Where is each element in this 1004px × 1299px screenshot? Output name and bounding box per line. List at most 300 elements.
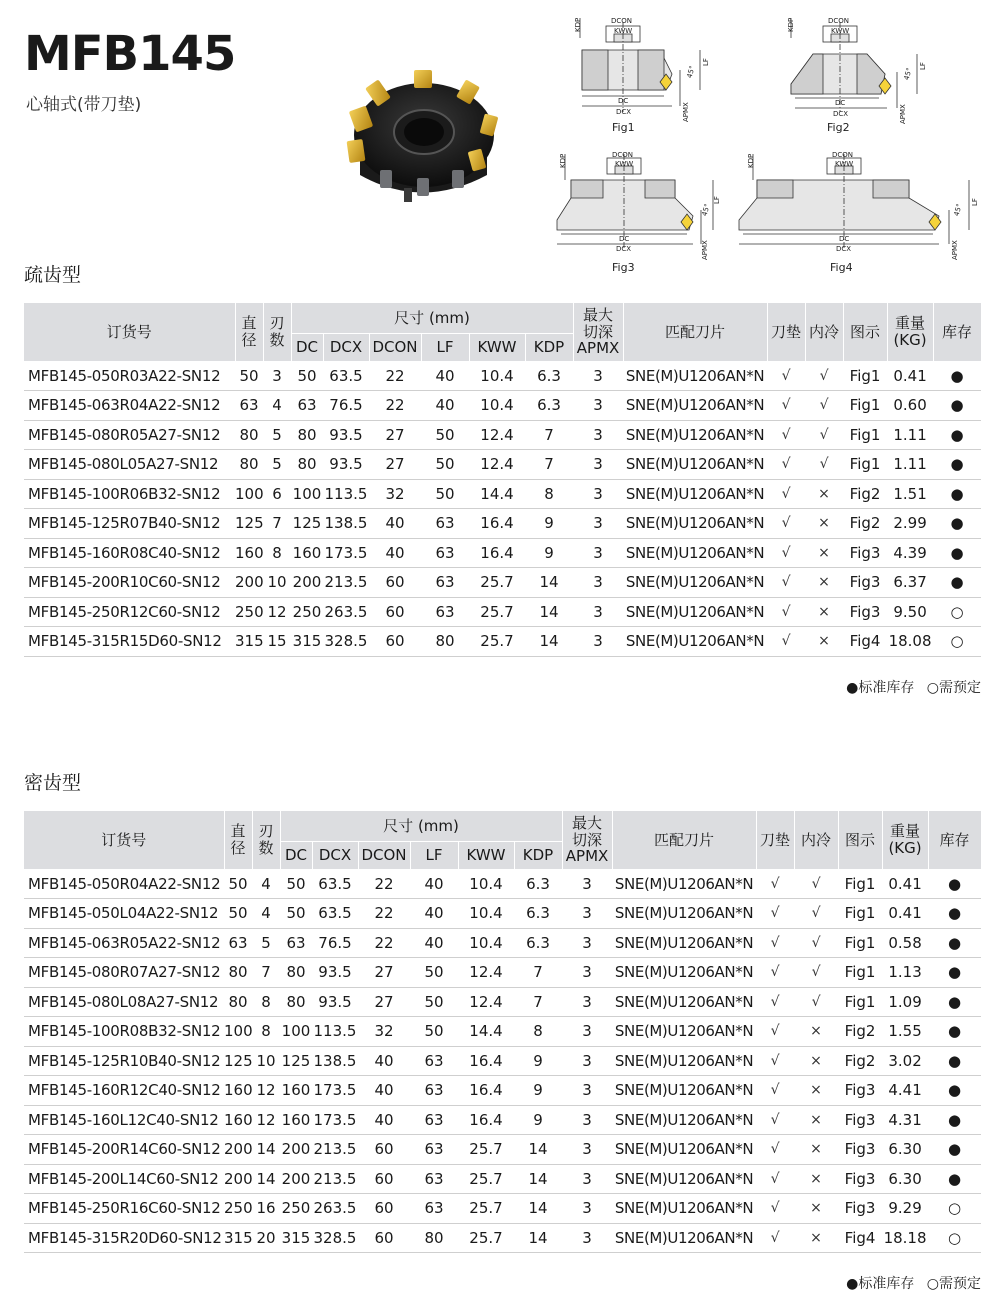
header-diameter: 直 径: [224, 811, 252, 869]
table-row: [24, 1164, 981, 1194]
cell-figure: Fig1: [843, 420, 887, 450]
cell-lf: 63: [410, 1105, 458, 1135]
cell-dcx: 63.5: [312, 899, 358, 929]
header-kdp: KDP: [525, 333, 573, 361]
cell-dc: 80: [280, 987, 312, 1017]
cell-figure: Fig1: [838, 869, 882, 899]
header-apmx: 最大 切深 APMX: [562, 811, 612, 869]
cell-diameter: 125: [224, 1046, 252, 1076]
cell-lf: 50: [410, 1017, 458, 1047]
cell-lf: 80: [421, 627, 469, 657]
cell-order-code: MFB145-315R20D60-SN12: [24, 1223, 224, 1253]
cell-dc: 200: [280, 1135, 312, 1165]
cell-figure: Fig1: [843, 361, 887, 391]
cell-lf: 63: [410, 1135, 458, 1165]
cell-teeth: 12: [263, 597, 291, 627]
cell-apmx: 3: [562, 958, 612, 988]
fig2-kww-label: KWW: [831, 27, 850, 35]
header-order: 订货号: [24, 811, 224, 869]
spec-table-sparse: [24, 303, 982, 657]
cell-order-code: MFB145-250R16C60-SN12: [24, 1194, 224, 1224]
cell-dcx: 63.5: [323, 361, 369, 391]
cell-stock: ●: [933, 568, 981, 598]
cell-coolant: √: [805, 450, 843, 480]
product-title: MFB145: [24, 26, 236, 82]
header-kdp: KDP: [514, 841, 562, 869]
cell-teeth: 6: [263, 479, 291, 509]
fig1-dc-label: DC: [618, 97, 629, 105]
cell-dcon: 60: [358, 1164, 410, 1194]
cell-kww: 16.4: [458, 1105, 514, 1135]
table-row: [24, 899, 981, 929]
table-row: [24, 1017, 981, 1047]
cell-stock: ●: [928, 928, 981, 958]
cell-order-code: MFB145-080L05A27-SN12: [24, 450, 235, 480]
header-dimensions: 尺寸 (mm): [291, 303, 573, 333]
cell-apmx: 3: [573, 627, 623, 657]
cell-order-code: MFB145-160L12C40-SN12: [24, 1105, 224, 1135]
cell-kdp: 8: [514, 1017, 562, 1047]
cell-kww: 12.4: [458, 987, 514, 1017]
cell-shim: √: [756, 987, 794, 1017]
cell-teeth: 10: [263, 568, 291, 598]
cell-dcon: 22: [369, 391, 421, 421]
cell-kww: 25.7: [469, 627, 525, 657]
cell-dcx: 263.5: [323, 597, 369, 627]
cell-stock: ●: [928, 987, 981, 1017]
cell-shim: √: [756, 958, 794, 988]
cell-order-code: MFB145-063R04A22-SN12: [24, 391, 235, 421]
cell-lf: 40: [421, 391, 469, 421]
cell-apmx: 3: [562, 1076, 612, 1106]
cell-weight: 1.11: [887, 450, 933, 480]
table-row: [24, 1046, 981, 1076]
cell-diameter: 315: [235, 627, 263, 657]
cell-kww: 10.4: [458, 899, 514, 929]
table-row: [24, 627, 981, 657]
cell-apmx: 3: [562, 1105, 612, 1135]
fig2-angle-label: 45°: [902, 66, 914, 81]
cell-figure: Fig3: [838, 1076, 882, 1106]
cell-kww: 25.7: [458, 1223, 514, 1253]
table-row: [24, 450, 981, 480]
cell-dcon: 32: [369, 479, 421, 509]
cell-dcx: 113.5: [323, 479, 369, 509]
cell-order-code: MFB145-050R03A22-SN12: [24, 361, 235, 391]
header-weight: 重量 (KG): [887, 303, 933, 361]
cell-lf: 40: [410, 928, 458, 958]
cell-apmx: 3: [562, 869, 612, 899]
cell-dcon: 60: [369, 597, 421, 627]
cell-coolant: √: [805, 361, 843, 391]
cell-coolant: √: [794, 928, 838, 958]
fig3-dcx-label: DCX: [616, 245, 632, 253]
cell-figure: Fig1: [838, 987, 882, 1017]
cell-dcon: 27: [369, 450, 421, 480]
cell-stock: ●: [928, 1164, 981, 1194]
cell-coolant: ×: [794, 1105, 838, 1135]
cell-kww: 12.4: [469, 420, 525, 450]
fig1-kdp-label: KDP: [574, 17, 582, 32]
table-row: [24, 958, 981, 988]
cell-diameter: 80: [224, 958, 252, 988]
header-kww: KWW: [458, 841, 514, 869]
cell-insert: SNE(M)U1206AN*N: [623, 450, 767, 480]
cell-kdp: 14: [525, 597, 573, 627]
cell-lf: 63: [421, 597, 469, 627]
cell-dc: 160: [280, 1105, 312, 1135]
cell-kww: 16.4: [469, 538, 525, 568]
cell-figure: Fig2: [838, 1046, 882, 1076]
cell-order-code: MFB145-200R10C60-SN12: [24, 568, 235, 598]
cell-lf: 50: [410, 987, 458, 1017]
cell-order-code: MFB145-080R05A27-SN12: [24, 420, 235, 450]
cell-kww: 25.7: [458, 1164, 514, 1194]
fig4-dcon-label: DCON: [832, 151, 854, 159]
cell-shim: √: [756, 899, 794, 929]
cell-teeth: 20: [252, 1223, 280, 1253]
cell-coolant: ×: [805, 597, 843, 627]
fig3-caption: Fig3: [612, 261, 635, 274]
fig1-lf-label: LF: [702, 58, 710, 66]
cell-dcx: 173.5: [312, 1076, 358, 1106]
cell-order-code: MFB145-100R06B32-SN12: [24, 479, 235, 509]
cell-stock: ●: [928, 869, 981, 899]
cell-apmx: 3: [562, 899, 612, 929]
cell-shim: √: [756, 1017, 794, 1047]
cell-shim: √: [756, 1164, 794, 1194]
table-body: [24, 361, 981, 656]
header-insert: 匹配刀片: [612, 811, 756, 869]
cell-stock: ●: [928, 899, 981, 929]
cell-coolant: √: [805, 420, 843, 450]
cell-coolant: ×: [805, 479, 843, 509]
cell-diameter: 200: [224, 1135, 252, 1165]
cell-figure: Fig1: [838, 928, 882, 958]
cell-insert: SNE(M)U1206AN*N: [623, 597, 767, 627]
header-diameter: 直 径: [235, 303, 263, 361]
cell-insert: SNE(M)U1206AN*N: [612, 928, 756, 958]
cell-weight: 1.11: [887, 420, 933, 450]
cell-coolant: ×: [794, 1223, 838, 1253]
cell-lf: 63: [410, 1076, 458, 1106]
header-stock: 库存: [933, 303, 981, 361]
fig4-apmx-label: APMX: [951, 240, 959, 260]
header-figure: 图示: [838, 811, 882, 869]
cell-dcon: 60: [369, 568, 421, 598]
cell-insert: SNE(M)U1206AN*N: [623, 391, 767, 421]
diagram-fig4: [733, 150, 978, 276]
cell-teeth: 15: [263, 627, 291, 657]
cell-kww: 10.4: [469, 391, 525, 421]
cell-dcon: 27: [369, 420, 421, 450]
cell-kww: 25.7: [469, 568, 525, 598]
cell-apmx: 3: [562, 1223, 612, 1253]
cell-figure: Fig3: [838, 1105, 882, 1135]
table-row: [24, 391, 981, 421]
cell-coolant: ×: [805, 509, 843, 539]
cell-stock: ●: [928, 1076, 981, 1106]
fig1-kww-label: KWW: [614, 27, 633, 35]
header-stock: 库存: [928, 811, 981, 869]
cell-dc: 200: [280, 1164, 312, 1194]
cell-shim: √: [756, 1076, 794, 1106]
cell-weight: 0.41: [882, 899, 928, 929]
cell-insert: SNE(M)U1206AN*N: [623, 479, 767, 509]
table-row: [24, 1105, 981, 1135]
cell-stock: ●: [928, 1017, 981, 1047]
cell-coolant: ×: [805, 538, 843, 568]
cell-stock: ●: [928, 1135, 981, 1165]
header-apmx: 最大 切深 APMX: [573, 303, 623, 361]
cell-insert: SNE(M)U1206AN*N: [623, 538, 767, 568]
cell-kww: 14.4: [469, 479, 525, 509]
cell-diameter: 315: [224, 1223, 252, 1253]
cell-dcon: 60: [358, 1135, 410, 1165]
diagram-fig1: [568, 14, 728, 138]
cell-dc: 80: [280, 958, 312, 988]
cell-kww: 25.7: [458, 1135, 514, 1165]
cell-insert: SNE(M)U1206AN*N: [623, 627, 767, 657]
cell-dcon: 22: [358, 899, 410, 929]
cell-kdp: 9: [525, 509, 573, 539]
header-dcon: DCON: [369, 333, 421, 361]
cell-insert: SNE(M)U1206AN*N: [612, 899, 756, 929]
cell-insert: SNE(M)U1206AN*N: [612, 1076, 756, 1106]
cell-stock: ●: [933, 450, 981, 480]
table-body: [24, 869, 981, 1253]
cell-stock: ●: [933, 509, 981, 539]
cell-lf: 50: [410, 958, 458, 988]
cell-shim: √: [756, 1046, 794, 1076]
fig3-angle-label: 45°: [700, 202, 712, 217]
cell-insert: SNE(M)U1206AN*N: [612, 1164, 756, 1194]
cell-stock: ○: [933, 597, 981, 627]
cell-insert: SNE(M)U1206AN*N: [612, 1017, 756, 1047]
cell-kww: 12.4: [458, 958, 514, 988]
cell-kww: 12.4: [469, 450, 525, 480]
cell-kww: 25.7: [469, 597, 525, 627]
cell-kdp: 6.3: [525, 391, 573, 421]
cell-kdp: 14: [514, 1164, 562, 1194]
cell-lf: 50: [421, 450, 469, 480]
cell-coolant: √: [794, 958, 838, 988]
cell-figure: Fig3: [843, 538, 887, 568]
cell-diameter: 250: [224, 1194, 252, 1224]
cell-dcx: 138.5: [323, 509, 369, 539]
cell-figure: Fig1: [838, 899, 882, 929]
cell-order-code: MFB145-063R05A22-SN12: [24, 928, 224, 958]
fig1-caption: Fig1: [612, 121, 635, 134]
cell-order-code: MFB145-315R15D60-SN12: [24, 627, 235, 657]
cell-insert: SNE(M)U1206AN*N: [612, 1046, 756, 1076]
cell-figure: Fig3: [843, 568, 887, 598]
cell-apmx: 3: [562, 928, 612, 958]
cell-insert: SNE(M)U1206AN*N: [612, 987, 756, 1017]
cell-order-code: MFB145-050R04A22-SN12: [24, 869, 224, 899]
header-coolant: 内冷: [794, 811, 838, 869]
cell-teeth: 14: [252, 1135, 280, 1165]
fig4-caption: Fig4: [830, 261, 853, 274]
cell-weight: 6.30: [882, 1164, 928, 1194]
cell-kdp: 14: [514, 1223, 562, 1253]
cell-teeth: 8: [252, 987, 280, 1017]
cell-kdp: 14: [525, 627, 573, 657]
cell-figure: Fig3: [838, 1164, 882, 1194]
cell-weight: 1.51: [887, 479, 933, 509]
cell-kww: 10.4: [458, 869, 514, 899]
fig1-dcx-label: DCX: [616, 108, 632, 116]
fig3-kww-label: KWW: [615, 160, 634, 168]
cell-lf: 40: [410, 869, 458, 899]
cell-weight: 1.09: [882, 987, 928, 1017]
legend-preorder: ○需预定: [926, 1276, 981, 1292]
cell-teeth: 4: [263, 391, 291, 421]
cell-stock: ●: [933, 479, 981, 509]
fig4-dc-label: DC: [839, 235, 850, 243]
fig2-dc-label: DC: [835, 99, 846, 107]
cell-shim: √: [756, 869, 794, 899]
table-row: [24, 928, 981, 958]
cell-figure: Fig3: [838, 1135, 882, 1165]
cell-dcon: 22: [358, 928, 410, 958]
cell-dc: 200: [291, 568, 323, 598]
header-shim: 刀垫: [756, 811, 794, 869]
cell-kdp: 9: [514, 1076, 562, 1106]
cell-kdp: 8: [525, 479, 573, 509]
cell-kdp: 7: [525, 450, 573, 480]
cell-dcx: 93.5: [312, 958, 358, 988]
cell-dc: 250: [291, 597, 323, 627]
cell-shim: √: [767, 450, 805, 480]
cell-figure: Fig2: [838, 1017, 882, 1047]
fig2-dcon-label: DCON: [828, 17, 850, 25]
header-dc: DC: [280, 841, 312, 869]
fig2-lf-label: LF: [919, 62, 927, 70]
cell-dc: 50: [280, 899, 312, 929]
cell-dcx: 93.5: [312, 987, 358, 1017]
cell-dc: 80: [291, 420, 323, 450]
cell-diameter: 80: [235, 450, 263, 480]
cell-kww: 10.4: [458, 928, 514, 958]
cell-insert: SNE(M)U1206AN*N: [612, 1105, 756, 1135]
cell-apmx: 3: [562, 1135, 612, 1165]
cell-dcon: 22: [369, 361, 421, 391]
cell-dcx: 76.5: [323, 391, 369, 421]
cell-lf: 63: [421, 509, 469, 539]
table-row: [24, 597, 981, 627]
cell-apmx: 3: [573, 420, 623, 450]
cell-dcon: 40: [369, 509, 421, 539]
cell-stock: ●: [928, 1046, 981, 1076]
table-row: [24, 420, 981, 450]
cell-diameter: 160: [224, 1076, 252, 1106]
fig3-kdp-label: KDP: [559, 153, 567, 168]
cell-order-code: MFB145-080L08A27-SN12: [24, 987, 224, 1017]
header-coolant: 内冷: [805, 303, 843, 361]
cell-kdp: 7: [525, 420, 573, 450]
cell-insert: SNE(M)U1206AN*N: [623, 509, 767, 539]
table-row: [24, 1076, 981, 1106]
legend-preorder: ○需预定: [926, 680, 981, 696]
cell-diameter: 200: [235, 568, 263, 598]
cell-kdp: 14: [525, 568, 573, 598]
cell-order-code: MFB145-100R08B32-SN12: [24, 1017, 224, 1047]
cell-order-code: MFB145-080R07A27-SN12: [24, 958, 224, 988]
cell-dcx: 328.5: [323, 627, 369, 657]
cell-kdp: 6.3: [514, 899, 562, 929]
cell-apmx: 3: [573, 538, 623, 568]
cell-lf: 63: [410, 1164, 458, 1194]
cell-lf: 40: [410, 899, 458, 929]
cell-teeth: 14: [252, 1164, 280, 1194]
cell-dc: 100: [291, 479, 323, 509]
cell-stock: ○: [933, 627, 981, 657]
cell-kdp: 9: [514, 1046, 562, 1076]
cell-dc: 315: [280, 1223, 312, 1253]
cell-diameter: 100: [235, 479, 263, 509]
cell-diameter: 160: [235, 538, 263, 568]
cell-apmx: 3: [562, 1017, 612, 1047]
header-order: 订货号: [24, 303, 235, 361]
cell-teeth: 4: [252, 899, 280, 929]
cell-dcx: 213.5: [312, 1164, 358, 1194]
cell-kww: 10.4: [469, 361, 525, 391]
cell-stock: ○: [928, 1194, 981, 1224]
cell-teeth: 4: [252, 869, 280, 899]
cell-dcx: 63.5: [312, 869, 358, 899]
cell-teeth: 12: [252, 1105, 280, 1135]
cell-apmx: 3: [562, 987, 612, 1017]
cell-stock: ○: [928, 1223, 981, 1253]
cell-weight: 0.41: [887, 361, 933, 391]
header-figure: 图示: [843, 303, 887, 361]
cell-weight: 0.60: [887, 391, 933, 421]
cell-teeth: 8: [263, 538, 291, 568]
cell-weight: 3.02: [882, 1046, 928, 1076]
cell-lf: 50: [421, 420, 469, 450]
cell-kdp: 6.3: [514, 928, 562, 958]
cell-kdp: 9: [514, 1105, 562, 1135]
cell-diameter: 100: [224, 1017, 252, 1047]
cell-kdp: 7: [514, 987, 562, 1017]
cell-weight: 4.39: [887, 538, 933, 568]
cell-kdp: 7: [514, 958, 562, 988]
cell-insert: SNE(M)U1206AN*N: [623, 568, 767, 598]
cell-lf: 63: [410, 1046, 458, 1076]
cell-teeth: 16: [252, 1194, 280, 1224]
cell-dc: 63: [280, 928, 312, 958]
cell-dcx: 263.5: [312, 1194, 358, 1224]
cell-dc: 315: [291, 627, 323, 657]
fig1-dcon-label: DCON: [611, 17, 633, 25]
cell-insert: SNE(M)U1206AN*N: [612, 869, 756, 899]
cell-kww: 14.4: [458, 1017, 514, 1047]
cell-shim: √: [767, 361, 805, 391]
cell-dcon: 60: [369, 627, 421, 657]
cell-weight: 6.37: [887, 568, 933, 598]
fig1-angle-label: 45°: [685, 64, 697, 79]
fig4-kdp-label: KDP: [747, 153, 755, 168]
header-lf: LF: [410, 841, 458, 869]
cell-shim: √: [767, 479, 805, 509]
header-lf: LF: [421, 333, 469, 361]
fig3-apmx-label: APMX: [701, 240, 709, 260]
cell-lf: 63: [421, 538, 469, 568]
cell-figure: Fig4: [843, 627, 887, 657]
cell-apmx: 3: [573, 391, 623, 421]
cell-kww: 25.7: [458, 1194, 514, 1224]
